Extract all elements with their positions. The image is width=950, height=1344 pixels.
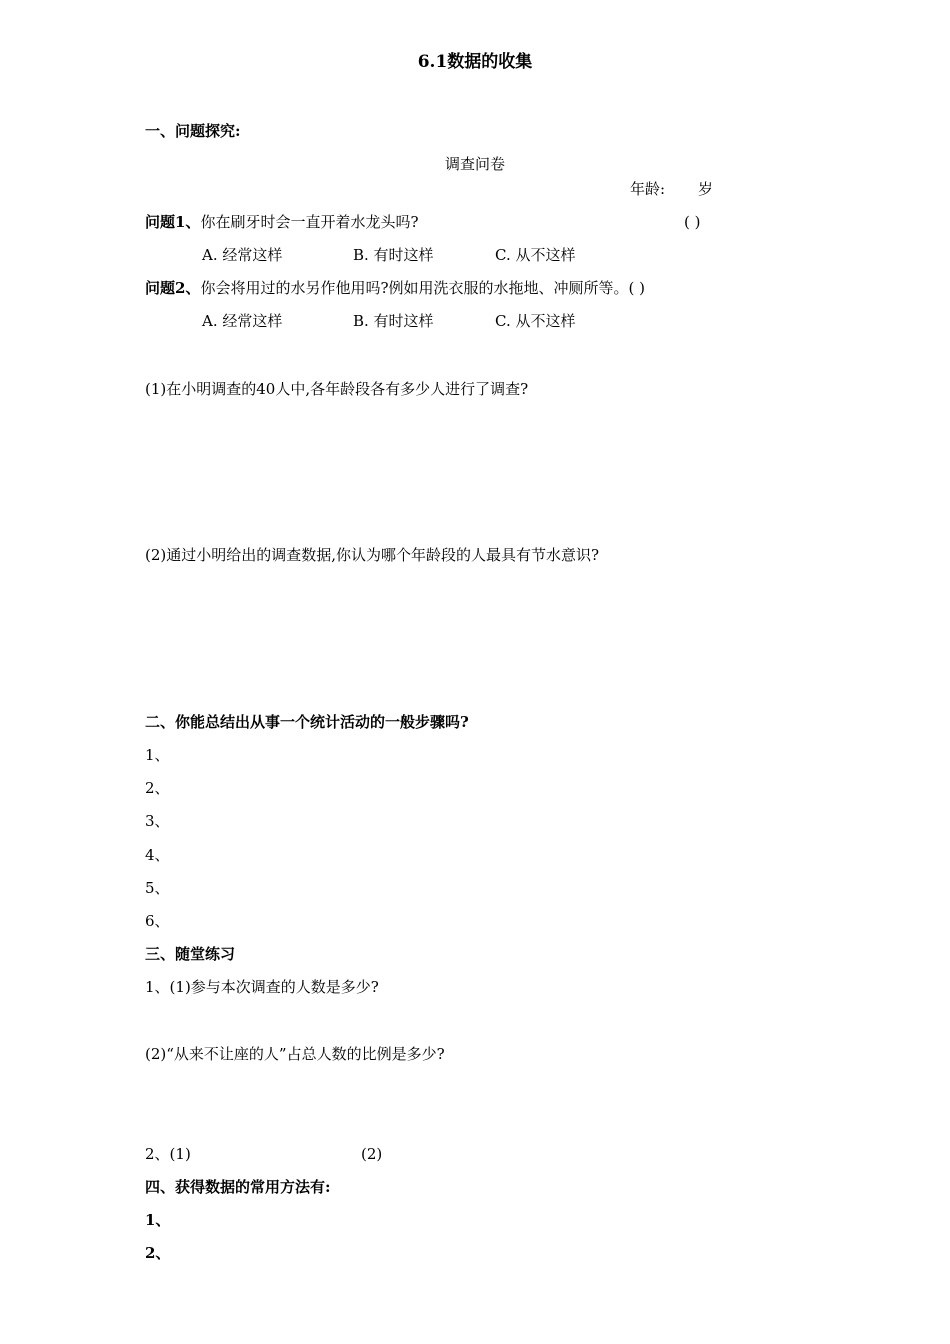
step-item: 1、 [145, 746, 170, 764]
method-item: 2、 [145, 1244, 171, 1262]
age-unit: 岁 [698, 180, 714, 198]
step-item: 3、 [145, 812, 170, 830]
question-1-text: 你在刷牙时会一直开着水龙头吗? [200, 213, 419, 231]
age-label: 年龄: [630, 180, 666, 198]
practice-2a: 2、(1) [145, 1145, 191, 1163]
section1-heading: 一、问题探究: [145, 122, 241, 140]
sub-question-2: (2)通过小明给出的调查数据,你认为哪个年龄段的人最具有节水意识? [145, 546, 600, 564]
step-item: 5、 [145, 879, 170, 897]
page-title: 6.1数据的收集 [417, 52, 533, 72]
question-2-label: 问题2、 [145, 279, 201, 297]
sub-question-1: (1)在小明调查的40人中,各年龄段各有多少人进行了调查? [145, 380, 529, 398]
section3-heading: 三、随堂练习 [145, 945, 236, 963]
step-item: 2、 [145, 779, 170, 797]
question-1-option-a: A. 经常这样 [202, 246, 283, 264]
question-2-option-c: C. 从不这样 [495, 312, 576, 330]
question-2 [145, 278, 645, 298]
question-1-option-b: B. 有时这样 [353, 246, 434, 264]
section4-heading: 四、获得数据的常用方法有: [145, 1178, 331, 1196]
section2-heading: 二、你能总结出从事一个统计活动的一般步骤吗? [145, 713, 469, 731]
step-item: 6、 [145, 912, 170, 930]
question-1 [145, 212, 418, 232]
question-1-option-c: C. 从不这样 [495, 246, 576, 264]
question-2-option-b: B. 有时这样 [353, 312, 434, 330]
question-2-option-a: A. 经常这样 [202, 312, 283, 330]
question-2-text: 你会将用过的水另作他用吗?例如用洗衣服的水拖地、冲厕所等。( ) [200, 279, 645, 297]
questionnaire-title: 调查问卷 [444, 155, 505, 173]
practice-1b: (2)“从来不让座的人”占总人数的比例是多少? [145, 1045, 445, 1063]
method-item: 1、 [145, 1211, 171, 1229]
practice-2b: (2) [361, 1145, 383, 1163]
question-1-label: 问题1、 [145, 213, 201, 231]
practice-1a: 1、(1)参与本次调查的人数是多少? [145, 978, 379, 996]
question-1-blank: ( ) [684, 213, 701, 231]
step-item: 4、 [145, 846, 170, 864]
